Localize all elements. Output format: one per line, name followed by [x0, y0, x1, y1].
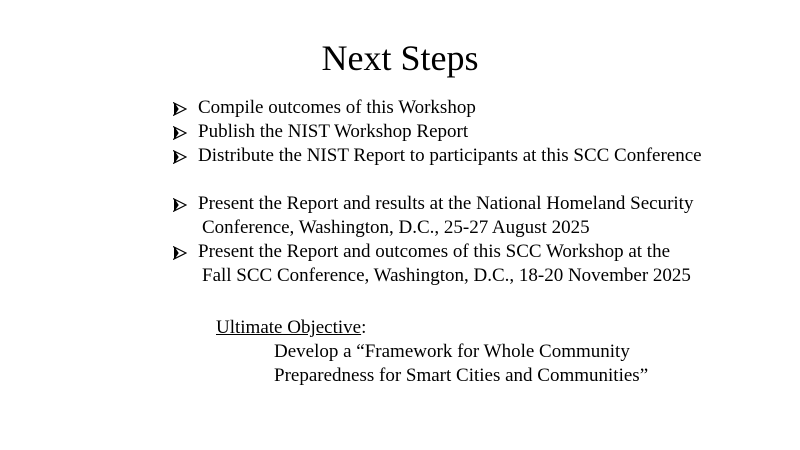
bullet-item: [172, 240, 702, 288]
objective-label: Ultimate Objective: [216, 317, 362, 338]
arrow-bullet-icon: [173, 198, 187, 212]
bullet-text: Publish the NIST Workshop Report: [198, 121, 469, 142]
bullet-list: [172, 96, 702, 288]
objective-colon: :: [361, 317, 367, 338]
bullet-text: Compile outcomes of this Workshop: [198, 97, 476, 118]
bullet-continuation: Conference, Washington, D.C., 25-27 August 2025: [202, 217, 590, 238]
objective-line: Preparedness for Smart Cities and Communities”: [274, 365, 649, 386]
objective-line: Develop a “Framework for Whole Community: [274, 341, 630, 362]
bullet-item: [172, 144, 702, 168]
bullet-continuation: Fall SCC Conference, Washington, D.C., 18-20 November 2025: [202, 265, 691, 286]
bullet-item: [172, 120, 702, 144]
bullet-item: [172, 192, 702, 240]
bullet-text: Distribute the NIST Report to participants at this SCC Conference: [198, 145, 702, 166]
slide-title: Next Steps: [321, 38, 479, 78]
arrow-bullet-icon: [173, 150, 187, 164]
arrow-bullet-icon: [173, 102, 187, 116]
bullet-item: [172, 96, 702, 120]
bullet-text: Present the Report and results at the National Homeland Security: [198, 193, 694, 214]
arrow-bullet-icon: [173, 246, 187, 260]
ultimate-objective: [216, 316, 648, 388]
arrow-bullet-icon: [173, 126, 187, 140]
bullet-text: Present the Report and outcomes of this SCC Workshop at the: [198, 241, 671, 262]
